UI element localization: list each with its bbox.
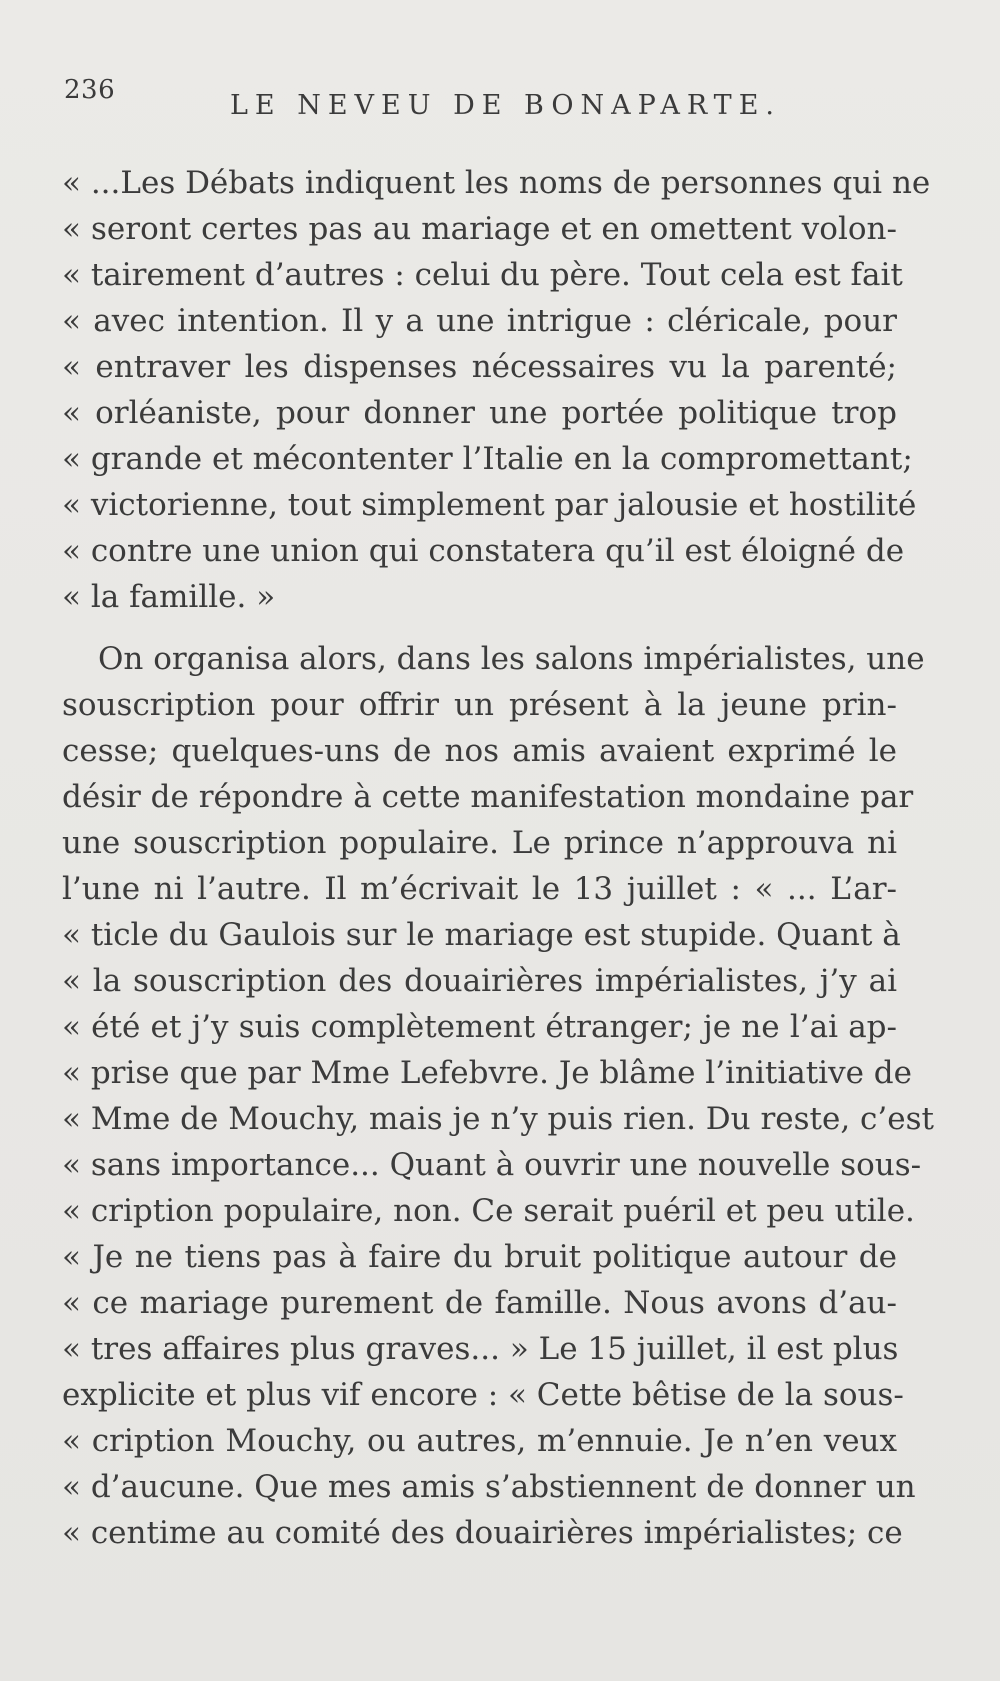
text-line: « contre une union qui constatera qu’il est éloigné de bbox=[62, 533, 905, 569]
text-line: l’une ni l’autre. Il m’écrivait le 13 juillet : « ... L’ar- bbox=[62, 871, 897, 907]
body-text bbox=[62, 160, 934, 1556]
text-line: « centime au comité des douairières impérialistes; ce bbox=[62, 1515, 903, 1551]
text-line: « été et j’y suis complètement étranger; je ne l’ai ap- bbox=[62, 1009, 897, 1045]
page-number: 236 bbox=[64, 75, 116, 105]
text-line: « tairement d’autres : celui du père. Tout cela est fait bbox=[62, 257, 903, 293]
text-line: « sans importance... Quant à ouvrir une nouvelle sous- bbox=[62, 1147, 922, 1183]
text-line: « cription Mouchy, ou autres, m’ennuie. Je n’en veux bbox=[62, 1423, 897, 1459]
text-line: désir de répondre à cette manifestation mondaine par bbox=[62, 779, 914, 815]
text-line: « Je ne tiens pas à faire du bruit politique autour de bbox=[62, 1239, 897, 1275]
text-line: « entraver les dispenses nécessaires vu la parenté; bbox=[62, 349, 897, 385]
text-line: explicite et plus vif encore : « Cette bêtise de la sous- bbox=[62, 1377, 904, 1413]
text-line: « la souscription des douairières impérialistes, j’y ai bbox=[62, 963, 897, 999]
text-line: une souscription populaire. Le prince n’approuva ni bbox=[62, 825, 897, 861]
text-line: cesse; quelques-uns de nos amis avaient exprimé le bbox=[62, 733, 897, 769]
text-line: souscription pour offrir un présent à la jeune prin- bbox=[62, 687, 897, 723]
text-line: « grande et mécontenter l’Italie en la compromettant; bbox=[62, 441, 913, 477]
text-line: « ...Les Débats indiquent les noms de personnes qui ne bbox=[62, 165, 931, 201]
text-line: « la famille. » bbox=[62, 579, 276, 615]
text-line: « victorienne, tout simplement par jalousie et hostilité bbox=[62, 487, 917, 523]
text-line: « ce mariage purement de famille. Nous avons d’au- bbox=[62, 1285, 897, 1321]
text-line: « orléaniste, pour donner une portée politique trop bbox=[62, 395, 897, 431]
running-title: LE NEVEU DE BONAPARTE. bbox=[230, 90, 781, 121]
text-line: « tres affaires plus graves... » Le 15 juillet, il est plus bbox=[62, 1331, 899, 1367]
text-line: « cription populaire, non. Ce serait puéril et peu utile. bbox=[62, 1193, 915, 1229]
text-line: « avec intention. Il y a une intrigue : cléricale, pour bbox=[62, 303, 897, 339]
paragraph-first-line: On organisa alors, dans les salons impérialistes, une bbox=[98, 641, 925, 677]
text-line: « Mme de Mouchy, mais je n’y puis rien. Du reste, c’est bbox=[62, 1101, 934, 1137]
text-line: « prise que par Mme Lefebvre. Je blâme l’initiative de bbox=[62, 1055, 912, 1091]
text-line: « seront certes pas au mariage et en omettent volon- bbox=[62, 211, 897, 247]
text-line: « ticle du Gaulois sur le mariage est stupide. Quant à bbox=[62, 917, 901, 953]
text-line: « d’aucune. Que mes amis s’abstiennent de donner un bbox=[62, 1469, 916, 1505]
